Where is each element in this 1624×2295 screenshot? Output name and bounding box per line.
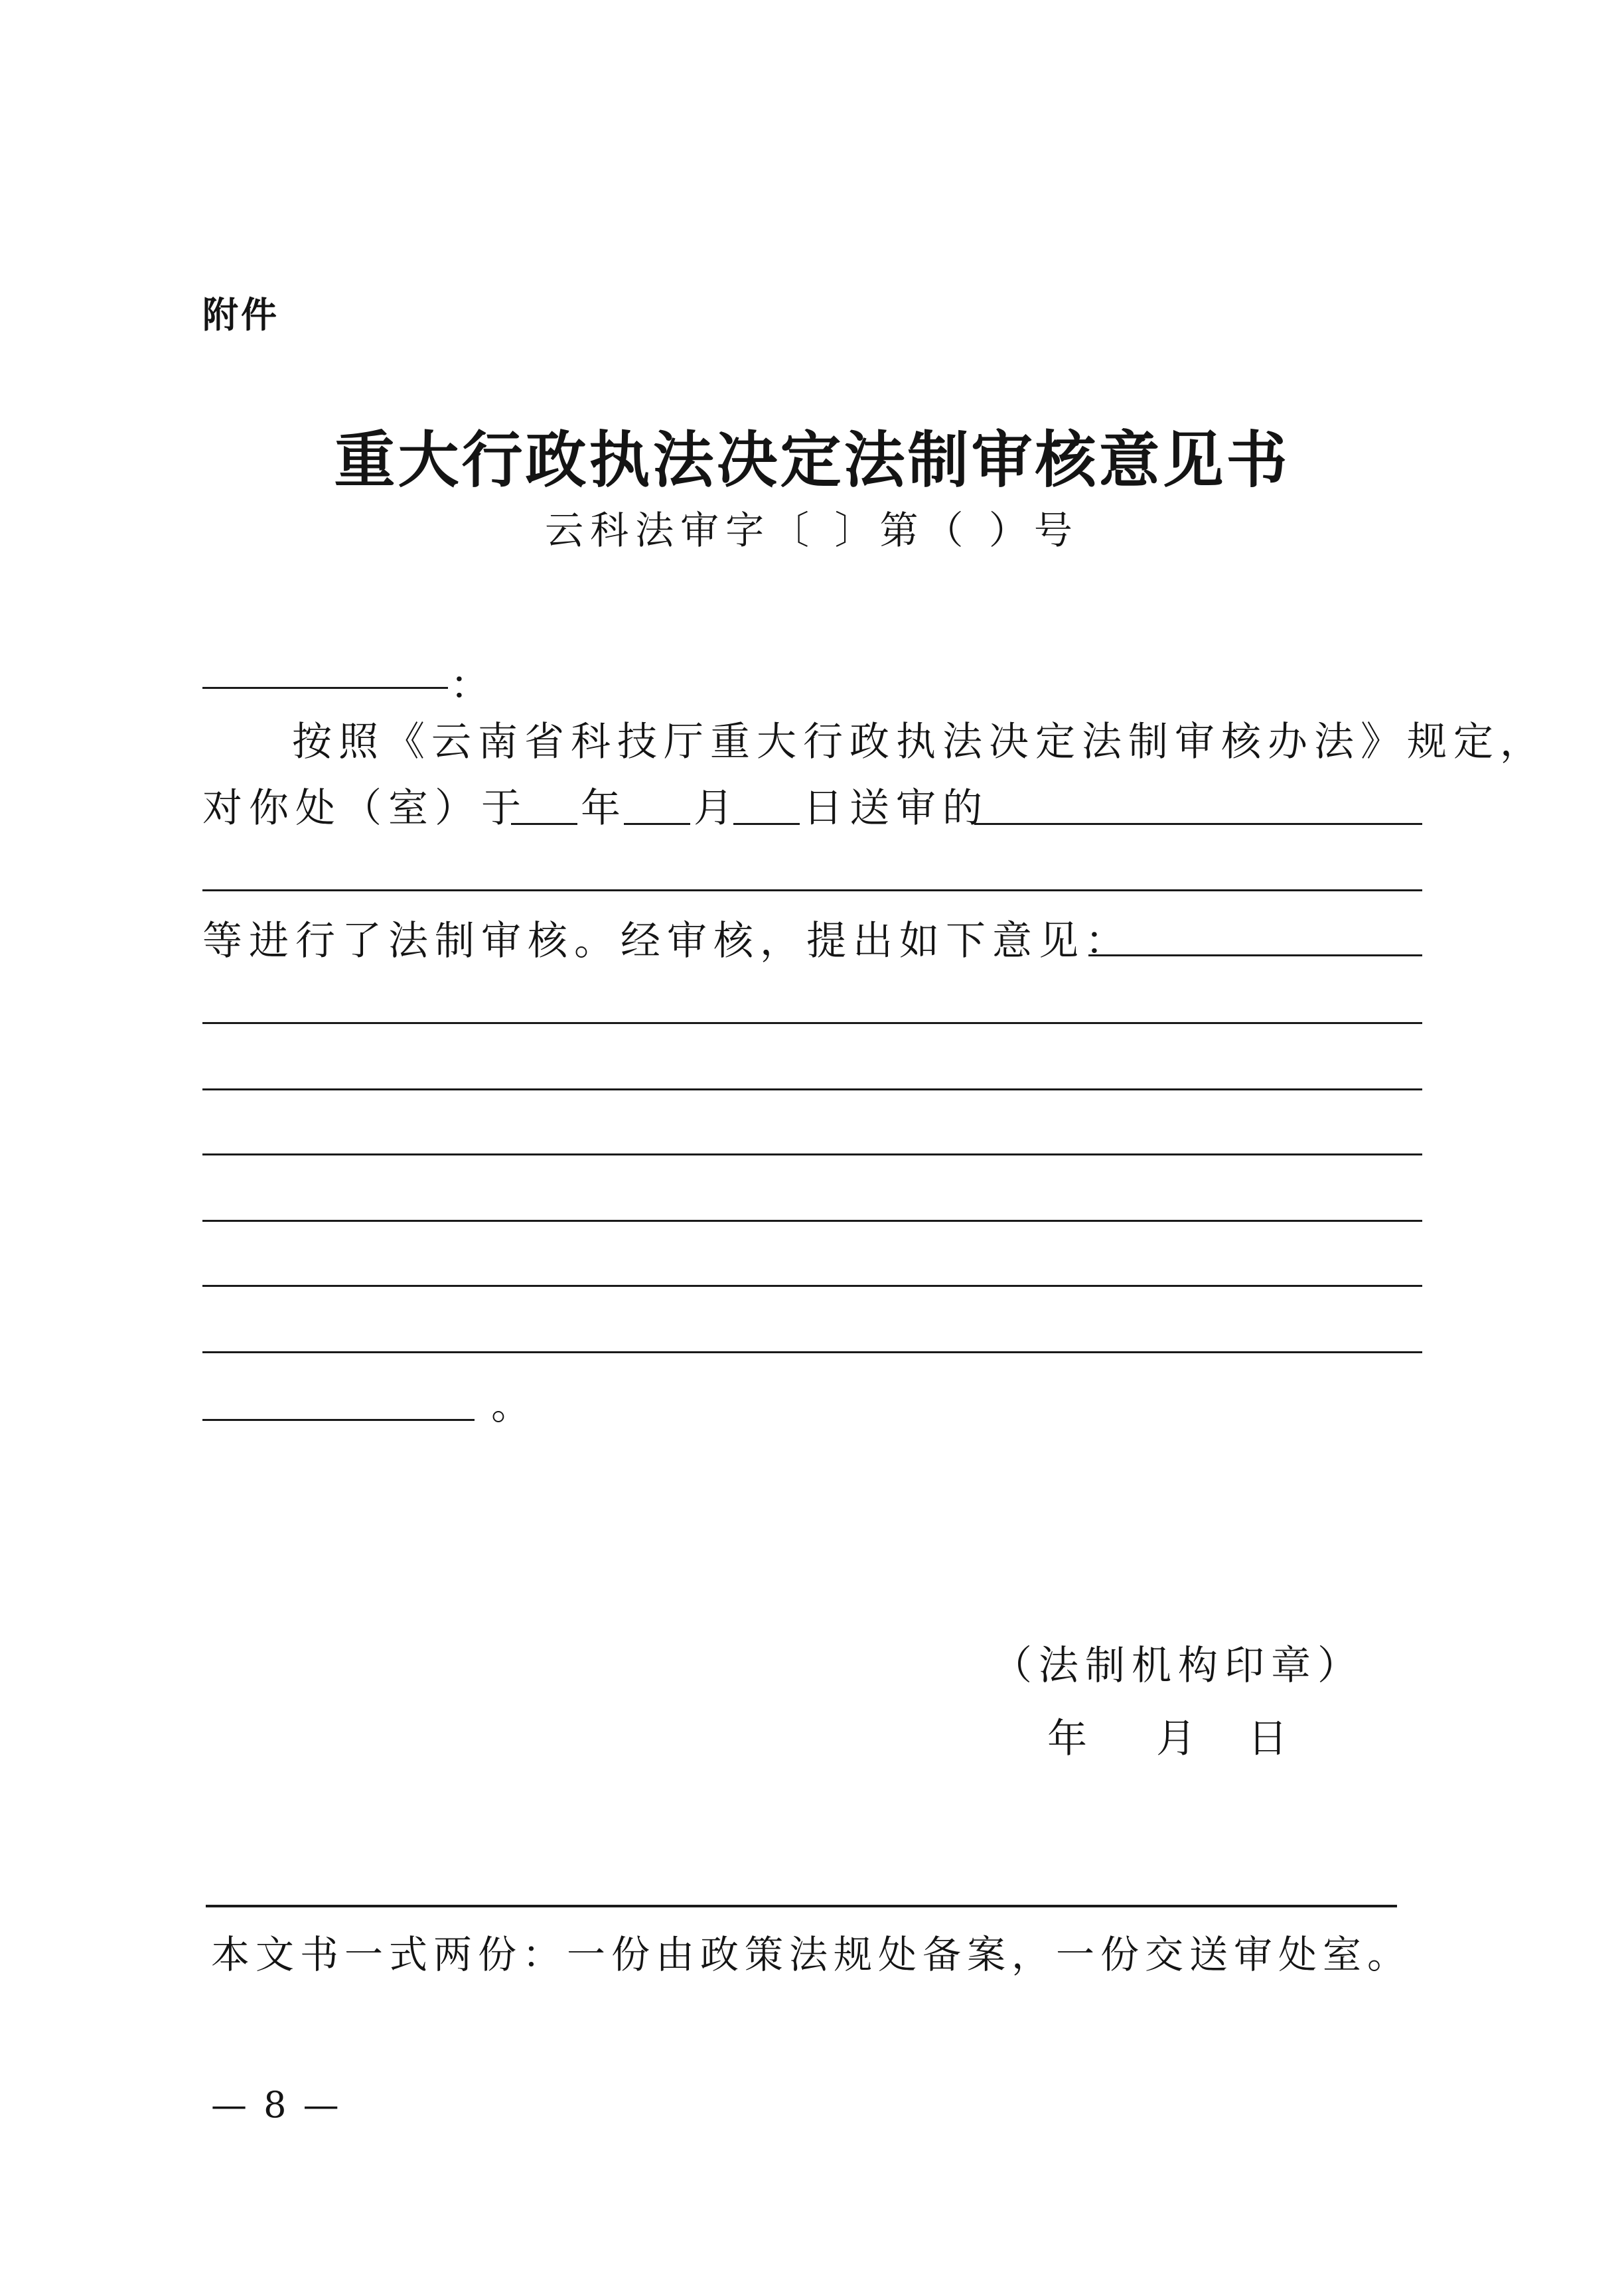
day-blank[interactable] xyxy=(733,823,800,825)
month-blank[interactable] xyxy=(624,823,690,825)
day-label: 日送审的 xyxy=(803,785,989,832)
year-blank[interactable] xyxy=(511,823,577,825)
date-day-label: 日 xyxy=(1248,1716,1294,1762)
opinion-line[interactable] xyxy=(202,1285,1422,1287)
opinion-line-final[interactable] xyxy=(202,1419,475,1421)
paragraph-line-1: 按照《云南省科技厅重大行政执法决定法制审核办法》规定， xyxy=(292,719,1546,765)
submitted-item-blank-2[interactable] xyxy=(202,889,1422,891)
stamp-label: （法制机构印章） xyxy=(992,1643,1364,1689)
year-label: 年 xyxy=(581,785,627,832)
addressee-colon: ： xyxy=(450,662,496,709)
footer-divider xyxy=(206,1905,1397,1907)
opinion-line[interactable] xyxy=(202,1351,1422,1353)
submitted-item-blank[interactable] xyxy=(974,823,1422,825)
document-number: 云科法审字〔 〕第（ ）号 xyxy=(545,508,1079,553)
page-number: — 8 — xyxy=(211,2084,342,2126)
date-month-label: 月 xyxy=(1156,1716,1203,1762)
opinion-line[interactable] xyxy=(202,1220,1422,1222)
opinion-line[interactable] xyxy=(202,1153,1422,1155)
opinion-line[interactable] xyxy=(202,1088,1422,1090)
document-title: 重大行政执法决定法制审核意见书 xyxy=(334,424,1290,496)
attachment-label: 附件 xyxy=(202,294,279,336)
opinion-blank-1[interactable] xyxy=(1088,954,1422,956)
date-year-label: 年 xyxy=(1047,1716,1094,1762)
month-label: 月 xyxy=(694,785,740,832)
end-period: 。 xyxy=(491,1382,538,1429)
opinion-line[interactable] xyxy=(202,1022,1422,1024)
paragraph-line-4: 等进行了法制审核。经审核，提出如下意见： xyxy=(202,918,1132,964)
paragraph-line-2-prefix: 对你处（室）于 xyxy=(202,785,528,832)
addressee-blank[interactable] xyxy=(202,687,448,689)
footer-note: 本文书一式两份：一份由政策法规处备案，一份交送审处室。 xyxy=(211,1932,1412,1977)
